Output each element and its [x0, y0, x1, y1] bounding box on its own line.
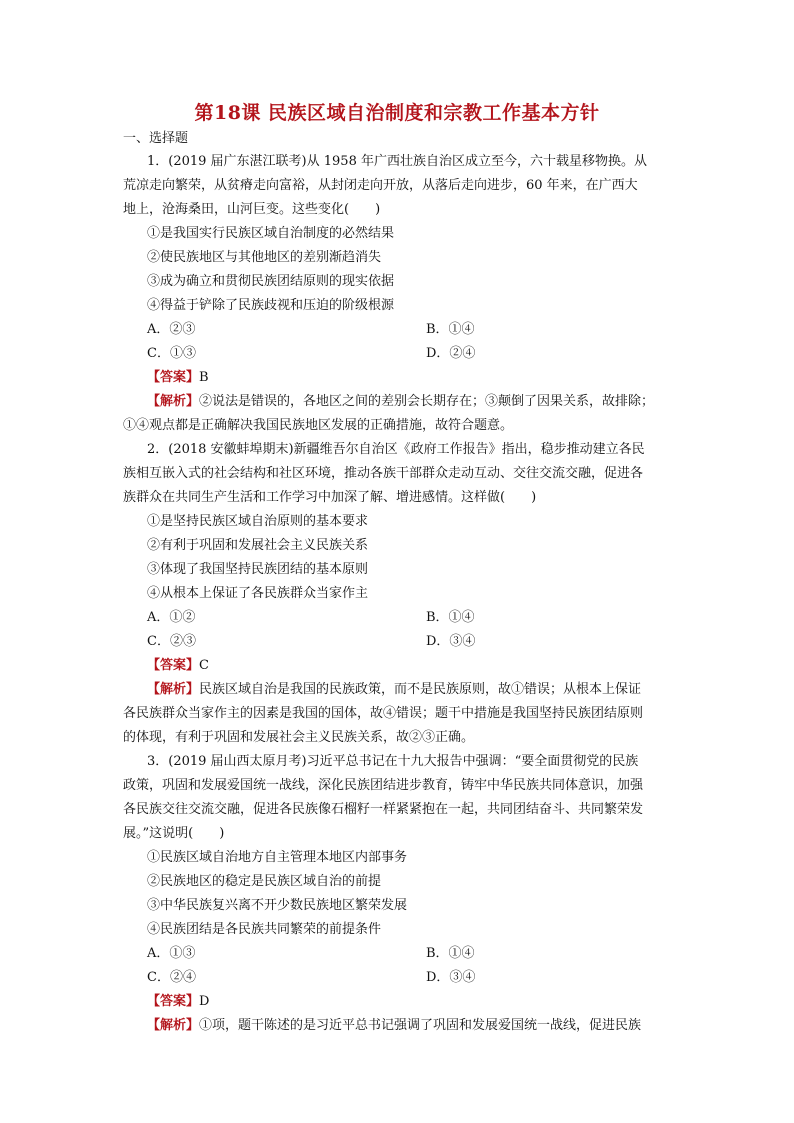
q3-option-c: C．②④	[147, 970, 196, 985]
q3-item-2: ②民族地区的稳定是民族区域自治的前提	[147, 874, 382, 889]
answer-tag: 【答案】	[147, 994, 200, 1009]
q3-option-d: D．③④	[426, 970, 476, 985]
q3-item-4: ④民族团结是各民族共同繁荣的前提条件	[147, 922, 382, 937]
q2-item-3: ③体现了我国坚持民族团结的基本原则	[147, 562, 369, 577]
q2-item-1: ①是坚持民族区域自治原则的基本要求	[147, 514, 369, 529]
q2-option-d: D．③④	[426, 634, 476, 649]
q1-option-c: C．①③	[147, 346, 196, 361]
q3-stem-line-4: 展。”这说明( )	[123, 826, 225, 841]
q1-answer	[147, 369, 209, 387]
answer-tag: 【答案】	[147, 370, 200, 385]
q3-stem-line-3: 各民族交往交流交融，促进各民族像石榴籽一样紧紧抱在一起，共同团结奋斗、共同繁荣发	[123, 802, 644, 817]
explanation-text: ②说法是错误的，各地区之间的差别会长期存在；③颠倒了因果关系，故排除；	[199, 394, 655, 409]
answer-value: B	[199, 370, 209, 385]
q1-stem-line-3: 地上，沧海桑田，山河巨变。这些变化( )	[123, 202, 381, 217]
q2-option-a: A．①②	[147, 610, 196, 625]
q2-option-c: C．②③	[147, 634, 196, 649]
q3-explanation-line-1	[147, 1017, 641, 1035]
explanation-tag: 【解析】	[147, 394, 200, 409]
q2-explanation-line-3: 的体现，有利于巩固和发展社会主义民族关系，故②③正确。	[123, 730, 475, 745]
answer-value: D	[199, 994, 210, 1009]
q2-explanation-line-2: 各民族群众当家作主的因素是我国的国体，故④错误；题干中措施是我国坚持民族团结原则	[123, 706, 644, 721]
q3-answer	[147, 993, 209, 1011]
q3-stem-line-2: 政策，巩固和发展爱国统一战线，深化民族团结进步教育，铸牢中华民族共同体意识，加强	[123, 778, 644, 793]
q3-item-1: ①民族区域自治地方自主管理本地区内部事务	[147, 850, 408, 865]
q2-item-4: ④从根本上保证了各民族群众当家作主	[147, 586, 369, 601]
q2-explanation-line-1	[147, 681, 641, 699]
answer-value: C	[199, 658, 209, 673]
explanation-tag: 【解析】	[147, 1018, 200, 1033]
explanation-tag: 【解析】	[147, 682, 200, 697]
q3-item-3: ③中华民族复兴离不开少数民族地区繁荣发展	[147, 898, 408, 913]
q3-option-a: A．①③	[147, 946, 196, 961]
answer-tag: 【答案】	[147, 658, 200, 673]
q1-item-1: ①是我国实行民族区域自治制度的必然结果	[147, 226, 395, 241]
q1-explanation-line-2: ①④观点都是正确解决我国民族地区发展的正确措施，故符合题意。	[123, 418, 514, 433]
q2-item-2: ②有利于巩固和发展社会主义民族关系	[147, 538, 369, 553]
explanation-text: 民族区域自治是我国的民族政策，而不是民族原则，故①错误；从根本上保证	[199, 682, 642, 697]
q2-answer	[147, 657, 209, 675]
section-heading: 一、选择题	[123, 131, 189, 146]
q1-item-2: ②使民族地区与其他地区的差别渐趋消失	[147, 250, 382, 265]
q1-stem-line-2: 荒凉走向繁荣，从贫瘠走向富裕，从封闭走向开放，从落后走向进步，60 年来，在广西大	[123, 178, 638, 193]
q1-item-4: ④得益于铲除了民族歧视和压迫的阶级根源	[147, 298, 395, 313]
q2-stem-line-2: 族相互嵌入式的社会结构和社区环境，推动各族干部群众走动互动、交往交流交融，促进各	[123, 466, 644, 481]
page-title: 第18课 民族区域自治制度和宗教工作基本方针	[194, 102, 600, 124]
q1-option-b: B．①④	[426, 322, 475, 337]
explanation-text: ①项，题干陈述的是习近平总书记强调了巩固和发展爱国统一战线，促进民族	[199, 1018, 642, 1033]
q3-stem-line-1: 3．(2019 届山西太原月考)习近平总书记在十九大报告中强调：“要全面贯彻党的民族	[147, 754, 639, 769]
q1-item-3: ③成为确立和贯彻民族团结原则的现实依据	[147, 274, 395, 289]
q2-stem-line-3: 族群众在共同生产生活和工作学习中加深了解、增进感情。这样做( )	[123, 490, 537, 505]
q2-option-b: B．①④	[426, 610, 475, 625]
q1-option-d: D．②④	[426, 346, 476, 361]
q1-explanation-line-1	[147, 393, 654, 411]
q3-option-b: B．①④	[426, 946, 475, 961]
q1-option-a: A．②③	[147, 322, 196, 337]
q2-stem-line-1: 2．(2018 安徽蚌埠期末)新疆维吾尔自治区《政府工作报告》指出，稳步推动建立各民	[147, 442, 645, 457]
q1-stem-line-1: 1．(2019 届广东湛江联考)从 1958 年广西壮族自治区成立至今，六十载星移物换。从	[147, 154, 647, 169]
